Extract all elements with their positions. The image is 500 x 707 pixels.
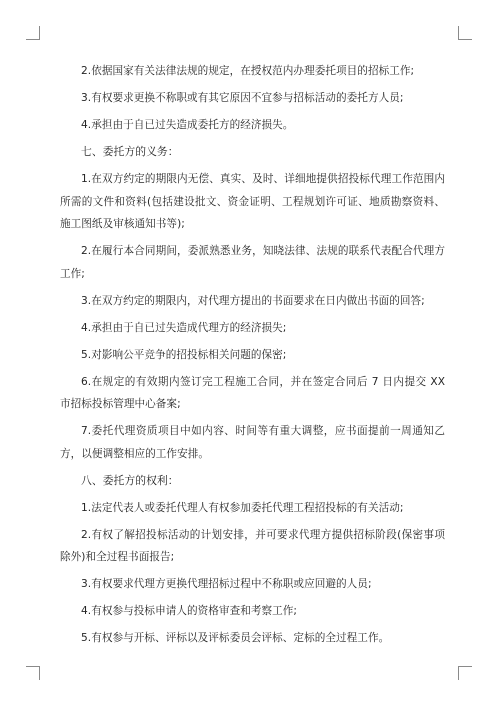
paragraph-obligation-5: 5.对影响公平竞争的招投标相关问题的保密; bbox=[81, 348, 287, 361]
paragraph-agent-rights-2: 2.依据国家有关法律法规的规定，在授权范内办理委托项目的招标工作; bbox=[81, 65, 415, 77]
paragraph-client-right-3: 3.有权要求代理方更换代理招标过程中不称职或应回避的人员; bbox=[81, 578, 372, 591]
crop-mark-bottom-left bbox=[26, 666, 40, 680]
paragraph-obligation-2: 2.在履行本合同期间，委派熟悉业务，知晓法律、法规的联系代表配合代理方工作; bbox=[60, 245, 445, 280]
crop-mark-top-right bbox=[458, 26, 472, 40]
paragraph-obligation-1: 1.在双方约定的期限内无偿、真实、及时、详细地提供招投标代理工作范围内所需的文件和资料(包括建设批文、资金证明、工程规划许可证、地质勘察资料、施工图纸及审核通知书等); bbox=[60, 172, 445, 231]
crop-mark-top-left bbox=[26, 26, 40, 40]
paragraph-agent-rights-3: 3.有权要求更换不称职或有其它原因不宜参与招标活动的委托方人员; bbox=[81, 91, 404, 104]
paragraph-client-right-4: 4.有权参与投标申请人的资格审查和考察工作; bbox=[81, 605, 298, 618]
paragraph-obligation-7: 7.委托代理资质项目中如内容、时间等有重大调整，应书面提前一周通知乙方，以便调整相应的工作安排。 bbox=[60, 425, 445, 460]
section-heading-client-rights: 八、委托方的权利： bbox=[81, 473, 179, 487]
paragraph-client-right-1: 1.法定代表人或委托代理人有权参加委托代理工程招投标的有关活动; bbox=[81, 501, 404, 514]
paragraph-obligation-6: 6.在规定的有效期内签订完工程施工合同，并在签定合同后 7 日内提交 XX 市招标投标管理中心备案; bbox=[60, 375, 445, 411]
paragraph-obligation-4: 4.承担由于自已过失造成代理方的经济损失; bbox=[81, 321, 287, 334]
paragraph-obligation-3: 3.在双方约定的期限内，对代理方提出的书面要求在日内做出书面的回答; bbox=[81, 294, 425, 307]
paragraph-client-right-2: 2.有权了解招投标活动的计划安排，并可要求代理方提供招标阶段(保密事项除外)和全过程书面报告; bbox=[60, 528, 445, 564]
paragraph-client-right-5: 5.有权参与开标、评标以及评标委员会评标、定标的全过程工作。 bbox=[81, 632, 390, 645]
section-heading-client-obligations: 七、委托方的义务： bbox=[81, 144, 179, 158]
paragraph-agent-rights-4: 4.承担由于自已过失造成委托方的经济损失。 bbox=[81, 118, 294, 131]
document-body bbox=[60, 60, 445, 654]
crop-mark-bottom-right bbox=[458, 666, 472, 680]
